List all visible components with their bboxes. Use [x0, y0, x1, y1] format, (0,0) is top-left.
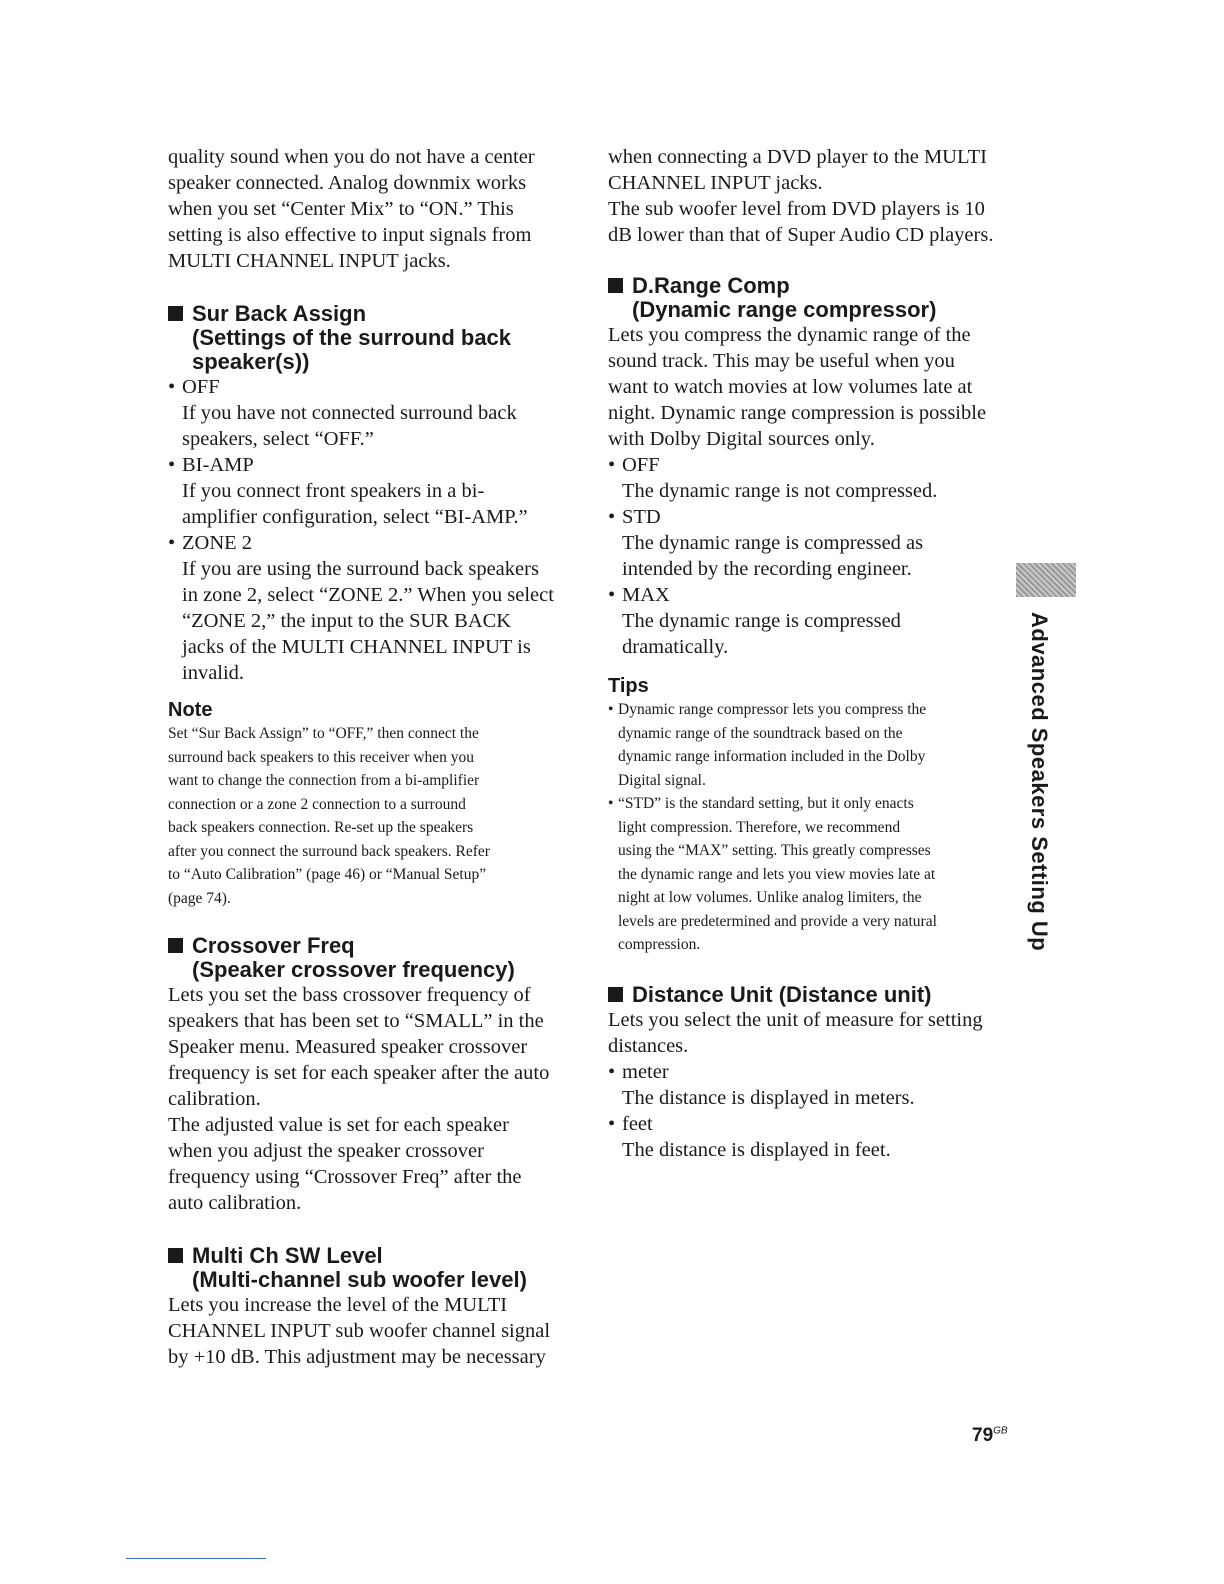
square-bullet-icon [168, 938, 183, 953]
bullet-dot-icon: • [168, 376, 176, 398]
text-line: to “Auto Calibration” (page 46) or “Manual Setup” [168, 866, 487, 883]
bullet-dot-icon: • [168, 532, 176, 554]
text-line: want to change the connection from a bi-amplifier [168, 772, 480, 789]
sur-back-options [168, 374, 568, 686]
footer-rule [126, 1558, 266, 1559]
option-label: ZONE 2 [182, 532, 253, 554]
tip-text: “STD” is the standard setting, but it only enacts [618, 795, 914, 812]
crossover-body [168, 982, 568, 1216]
option-item [608, 504, 1008, 530]
distance-body [608, 1007, 1008, 1163]
note-body [168, 722, 568, 910]
crossover-heading [168, 934, 568, 982]
option-item [168, 530, 568, 556]
text-line: auto calibration. [168, 1192, 302, 1214]
option-item [608, 582, 1008, 608]
left-intro [168, 144, 568, 274]
option-label: STD [622, 506, 661, 528]
heading-line: (Settings of the surround back [192, 325, 512, 350]
section-side-label: Advanced Speakers Setting Up [1027, 612, 1052, 952]
heading-line: Crossover Freq [192, 933, 355, 958]
text-line: distances. [608, 1034, 689, 1057]
text-line: night. Dynamic range compression is possible [608, 402, 987, 424]
text-line: (page 74). [168, 889, 231, 907]
tip-line [608, 698, 1008, 722]
text-line: dB lower than that of Super Audio CD players. [608, 224, 994, 246]
option-item [608, 1059, 1008, 1085]
sur-back-heading [168, 302, 568, 374]
text-line: If you have not connected surround back [182, 402, 517, 424]
bullet-dot-icon: • [608, 1060, 616, 1083]
text-line: speakers, select “OFF.” [182, 428, 374, 450]
text-line: when you set “Center Mix” to “ON.” This [168, 198, 514, 220]
text-line: jacks of the MULTI CHANNEL INPUT is [182, 636, 531, 658]
bullet-dot-icon: • [608, 1112, 616, 1135]
bullet-dot-icon: • [168, 454, 176, 476]
note-title: Note [168, 699, 213, 721]
text-line: surround back speakers to this receiver when you [168, 748, 475, 766]
drange-heading [608, 274, 1008, 322]
tip-line: using the “MAX” setting. This greatly compresses [618, 842, 931, 859]
text-line: when connecting a DVD player to the MULTI [608, 146, 987, 168]
text-line: connection or a zone 2 connection to a surround [168, 795, 466, 813]
text-line: CHANNEL INPUT sub woofer channel signal [168, 1320, 551, 1342]
option-item [608, 1111, 1008, 1137]
text-line: The distance is displayed in meters. [622, 1086, 915, 1109]
multi-sw-body [168, 1292, 568, 1370]
text-line: If you are using the surround back speakers [182, 558, 539, 580]
text-line: If you connect front speakers in a bi- [182, 480, 485, 502]
option-label: OFF [182, 376, 220, 398]
left-column [168, 144, 568, 1370]
text-line: back speakers connection. Re-set up the speakers [168, 819, 474, 836]
option-label: feet [622, 1112, 653, 1135]
text-line: frequency is set for each speaker after the auto [168, 1062, 550, 1084]
option-item [168, 452, 568, 478]
tip-line: the dynamic range and lets you view movies late at [618, 865, 936, 883]
text-line: amplifier configuration, select “BI-AMP.” [182, 506, 528, 528]
text-line: after you connect the surround back speakers. Refer [168, 842, 490, 860]
distance-heading [608, 983, 1008, 1007]
text-line: Lets you increase the level of the MULTI [168, 1294, 508, 1316]
text-line: Speaker menu. Measured speaker crossover [168, 1036, 528, 1058]
text-line: in zone 2, select “ZONE 2.” When you select [182, 584, 554, 606]
text-line: setting is also effective to input signals from [168, 224, 532, 246]
tip-line: light compression. Therefore, we recommend [618, 818, 901, 836]
square-bullet-icon [168, 306, 183, 321]
right-column [608, 144, 1008, 1163]
option-item [608, 452, 1008, 478]
tip-line: Digital signal. [618, 771, 706, 789]
tip-line: compression. [618, 936, 701, 953]
text-line: The dynamic range is not compressed. [622, 480, 938, 502]
tip-line [608, 792, 1008, 816]
text-line: by +10 dB. This adjustment may be necessary [168, 1346, 546, 1368]
bullet-dot-icon: • [608, 701, 614, 718]
text-line: speakers that has been set to “SMALL” in the [168, 1010, 544, 1032]
tip-line: dynamic range of the soundtrack based on the [618, 724, 903, 742]
section-tab-marker [1016, 563, 1076, 597]
square-bullet-icon [608, 278, 623, 293]
text-line: intended by the recording engineer. [622, 558, 912, 580]
tip-text: Dynamic range compressor lets you compress the [618, 701, 927, 718]
text-line: quality sound when you do not have a center [168, 146, 535, 168]
text-line: want to watch movies at low volumes late at [608, 376, 973, 398]
heading-line: D.Range Comp [632, 273, 790, 298]
heading-line: speaker(s)) [192, 349, 310, 374]
heading-line: Distance Unit (Distance unit) [632, 981, 932, 1007]
option-item [168, 374, 568, 400]
text-line: The sub woofer level from DVD players is 10 [608, 198, 985, 220]
text-line: calibration. [168, 1088, 261, 1110]
option-label: meter [622, 1060, 669, 1083]
heading-line: (Dynamic range compressor) [632, 297, 937, 322]
text-line: when you adjust the speaker crossover [168, 1140, 484, 1162]
text-line: sound track. This may be useful when you [608, 350, 955, 372]
text-line: with Dolby Digital sources only. [608, 428, 875, 450]
drange-body [608, 322, 1008, 660]
page-number-suffix: GB [993, 1425, 1008, 1437]
page-number [972, 1425, 1008, 1447]
square-bullet-icon [168, 1248, 183, 1263]
tip-line: levels are predetermined and provide a very natural [618, 912, 937, 930]
right-intro [608, 144, 1008, 248]
text-line: speaker connected. Analog downmix works [168, 172, 527, 194]
heading-line: (Speaker crossover frequency) [192, 957, 515, 982]
text-line: CHANNEL INPUT jacks. [608, 172, 823, 194]
heading-line: (Multi-channel sub woofer level) [192, 1267, 527, 1292]
text-line: dramatically. [622, 636, 729, 658]
text-line: Lets you select the unit of measure for setting [608, 1008, 983, 1031]
text-line: Lets you set the bass crossover frequency of [168, 984, 531, 1006]
page-number-value: 79 [972, 1425, 994, 1446]
text-line: The adjusted value is set for each speaker [168, 1114, 509, 1136]
bullet-dot-icon: • [608, 584, 616, 606]
text-line: Lets you compress the dynamic range of the [608, 324, 971, 346]
text-line: The distance is displayed in feet. [622, 1138, 891, 1161]
option-label: MAX [622, 584, 670, 606]
text-line: invalid. [182, 662, 245, 684]
option-label: OFF [622, 454, 660, 476]
tips-title: Tips [608, 675, 649, 697]
text-line: The dynamic range is compressed as [622, 532, 924, 554]
square-bullet-icon [608, 987, 623, 1002]
heading-line: Multi Ch SW Level [192, 1243, 383, 1268]
multi-sw-heading [168, 1244, 568, 1292]
text-line: Set “Sur Back Assign” to “OFF,” then connect the [168, 725, 479, 742]
heading-line: Sur Back Assign [192, 301, 367, 326]
text-line: “ZONE 2,” the input to the SUR BACK [182, 610, 512, 632]
text-line: frequency using “Crossover Freq” after the [168, 1166, 522, 1188]
bullet-dot-icon: • [608, 795, 614, 812]
bullet-dot-icon: • [608, 454, 616, 476]
text-line: MULTI CHANNEL INPUT jacks. [168, 250, 451, 272]
bullet-dot-icon: • [608, 506, 616, 528]
tips-body [608, 698, 1008, 957]
option-label: BI-AMP [182, 454, 254, 476]
tip-line: dynamic range information included in the Dolby [618, 748, 926, 765]
text-line: The dynamic range is compressed [622, 610, 901, 632]
tip-line: night at low volumes. Unlike analog limiters, the [618, 889, 922, 906]
